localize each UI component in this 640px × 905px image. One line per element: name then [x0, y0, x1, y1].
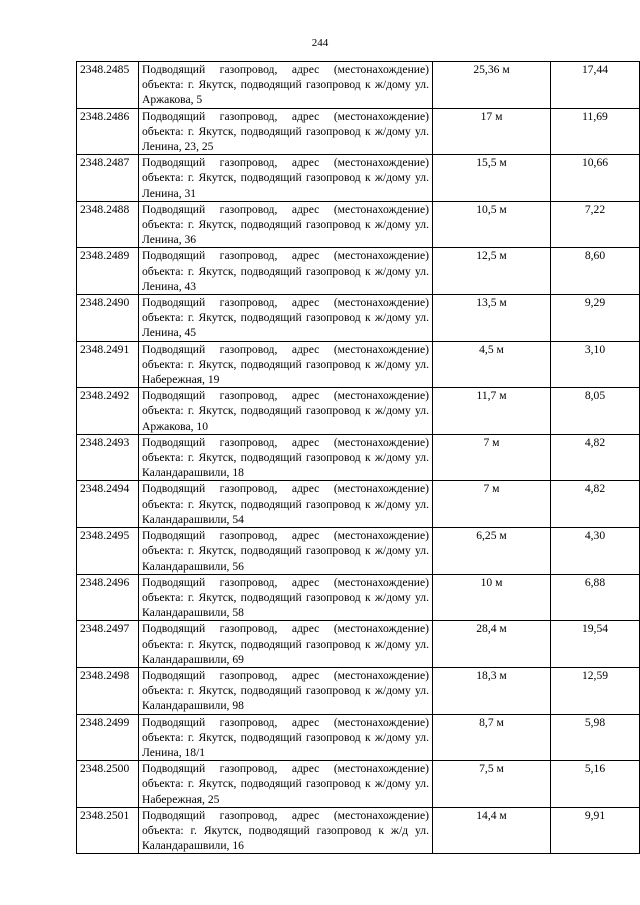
table-row: [77, 155, 640, 202]
length-cell: 8,7 м: [433, 714, 551, 761]
length-cell: 14,4 м: [433, 807, 551, 854]
value-cell: 5,16: [551, 761, 640, 808]
value-cell: 8,05: [551, 388, 640, 435]
page-number: 244: [311, 37, 329, 49]
length-cell: 17 м: [433, 108, 551, 155]
row-number-cell: 2348.2489: [77, 248, 139, 295]
table-row: [77, 295, 640, 342]
table-row: [77, 807, 640, 854]
length-cell: 15,5 м: [433, 155, 551, 202]
row-number-cell: 2348.2486: [77, 108, 139, 155]
row-number-cell: 2348.2491: [77, 341, 139, 388]
value-cell: 9,91: [551, 807, 640, 854]
length-cell: 6,25 м: [433, 528, 551, 575]
row-number-cell: 2348.2487: [77, 155, 139, 202]
value-cell: 6,88: [551, 574, 640, 621]
value-cell: 10,66: [551, 155, 640, 202]
row-number-cell: 2348.2497: [77, 621, 139, 668]
value-cell: 4,82: [551, 434, 640, 481]
length-cell: 7,5 м: [433, 761, 551, 808]
value-cell: 7,22: [551, 201, 640, 248]
object-description-cell: Подводящий газопровод, адрес (местонахождение) объекта: г. Якутск, подводящий газопровод к ж/дому ул. Набережная, 25: [139, 761, 433, 808]
table-row: [77, 667, 640, 714]
table-row: [77, 108, 640, 155]
length-cell: 7 м: [433, 481, 551, 528]
object-description-cell: Подводящий газопровод, адрес (местонахождение) объекта: г. Якутск, подводящий газопровод к ж/дому ул. Каландарашвили, 18: [139, 434, 433, 481]
object-description-cell: Подводящий газопровод, адрес (местонахождение) объекта: г. Якутск, подводящий газопровод к ж/дому ул. Каландарашвили, 98: [139, 667, 433, 714]
row-number-cell: 2348.2494: [77, 481, 139, 528]
object-description-cell: Подводящий газопровод, адрес (местонахождение) объекта: г. Якутск, подводящий газопровод к ж/дому ул. Ленина, 23, 25: [139, 108, 433, 155]
value-cell: 19,54: [551, 621, 640, 668]
length-cell: 12,5 м: [433, 248, 551, 295]
object-description-cell: Подводящий газопровод, адрес (местонахождение) объекта: г. Якутск, подводящий газопровод к ж/дому ул. Набережная, 19: [139, 341, 433, 388]
value-cell: 4,82: [551, 481, 640, 528]
table-row: [77, 574, 640, 621]
object-description-cell: Подводящий газопровод, адрес (местонахождение) объекта: г. Якутск, подводящий газопровод к ж/дому ул. Каландарашвили, 54: [139, 481, 433, 528]
length-cell: 13,5 м: [433, 295, 551, 342]
table-row: [77, 434, 640, 481]
table-row: [77, 528, 640, 575]
table-row: [77, 62, 640, 109]
row-number-cell: 2348.2488: [77, 201, 139, 248]
row-number-cell: 2348.2495: [77, 528, 139, 575]
value-cell: 11,69: [551, 108, 640, 155]
value-cell: 4,30: [551, 528, 640, 575]
row-number-cell: 2348.2492: [77, 388, 139, 435]
table-row: [77, 481, 640, 528]
row-number-cell: 2348.2498: [77, 667, 139, 714]
object-description-cell: Подводящий газопровод, адрес (местонахождение) объекта: г. Якутск, подводящий газопровод к ж/дому ул. Аржакова, 5: [139, 62, 433, 109]
length-cell: 25,36 м: [433, 62, 551, 109]
object-description-cell: Подводящий газопровод, адрес (местонахождение) объекта: г. Якутск, подводящий газопровод к ж/дому ул. Ленина, 43: [139, 248, 433, 295]
value-cell: 12,59: [551, 667, 640, 714]
value-cell: 8,60: [551, 248, 640, 295]
object-description-cell: Подводящий газопровод, адрес (местонахождение) объекта: г. Якутск, подводящий газопровод к ж/д ул. Каландарашвили, 16: [139, 807, 433, 854]
row-number-cell: 2348.2499: [77, 714, 139, 761]
table-row: [77, 714, 640, 761]
object-description-cell: Подводящий газопровод, адрес (местонахождение) объекта: г. Якутск, подводящий газопровод к ж/дому ул. Каландарашвили, 58: [139, 574, 433, 621]
object-description-cell: Подводящий газопровод, адрес (местонахождение) объекта: г. Якутск, подводящий газопровод к ж/дому ул. Аржакова, 10: [139, 388, 433, 435]
table-row: [77, 248, 640, 295]
length-cell: 11,7 м: [433, 388, 551, 435]
value-cell: 9,29: [551, 295, 640, 342]
value-cell: 3,10: [551, 341, 640, 388]
object-description-cell: Подводящий газопровод, адрес (местонахождение) объекта: г. Якутск, подводящий газопровод к ж/дому ул. Ленина, 45: [139, 295, 433, 342]
object-description-cell: Подводящий газопровод, адрес (местонахождение) объекта: г. Якутск, подводящий газопровод к ж/дому ул. Ленина, 36: [139, 201, 433, 248]
row-number-cell: 2348.2485: [77, 62, 139, 109]
table-row: [77, 761, 640, 808]
length-cell: 18,3 м: [433, 667, 551, 714]
object-description-cell: Подводящий газопровод, адрес (местонахождение) объекта: г. Якутск, подводящий газопровод к ж/дому ул. Каландарашвили, 56: [139, 528, 433, 575]
object-description-cell: Подводящий газопровод, адрес (местонахождение) объекта: г. Якутск, подводящий газопровод к ж/дому ул. Каландарашвили, 69: [139, 621, 433, 668]
object-description-cell: Подводящий газопровод, адрес (местонахождение) объекта: г. Якутск, подводящий газопровод к ж/дому ул. Ленина, 18/1: [139, 714, 433, 761]
length-cell: 10,5 м: [433, 201, 551, 248]
table-row: [77, 341, 640, 388]
object-description-cell: Подводящий газопровод, адрес (местонахождение) объекта: г. Якутск, подводящий газопровод к ж/дому ул. Ленина, 31: [139, 155, 433, 202]
length-cell: 7 м: [433, 434, 551, 481]
row-number-cell: 2348.2500: [77, 761, 139, 808]
row-number-cell: 2348.2493: [77, 434, 139, 481]
row-number-cell: 2348.2501: [77, 807, 139, 854]
length-cell: 28,4 м: [433, 621, 551, 668]
row-number-cell: 2348.2496: [77, 574, 139, 621]
table-row: [77, 621, 640, 668]
value-cell: 17,44: [551, 62, 640, 109]
registry-table-body: [77, 62, 640, 854]
table-row: [77, 201, 640, 248]
registry-table: [76, 61, 640, 854]
row-number-cell: 2348.2490: [77, 295, 139, 342]
table-row: [77, 388, 640, 435]
value-cell: 5,98: [551, 714, 640, 761]
length-cell: 4,5 м: [433, 341, 551, 388]
length-cell: 10 м: [433, 574, 551, 621]
